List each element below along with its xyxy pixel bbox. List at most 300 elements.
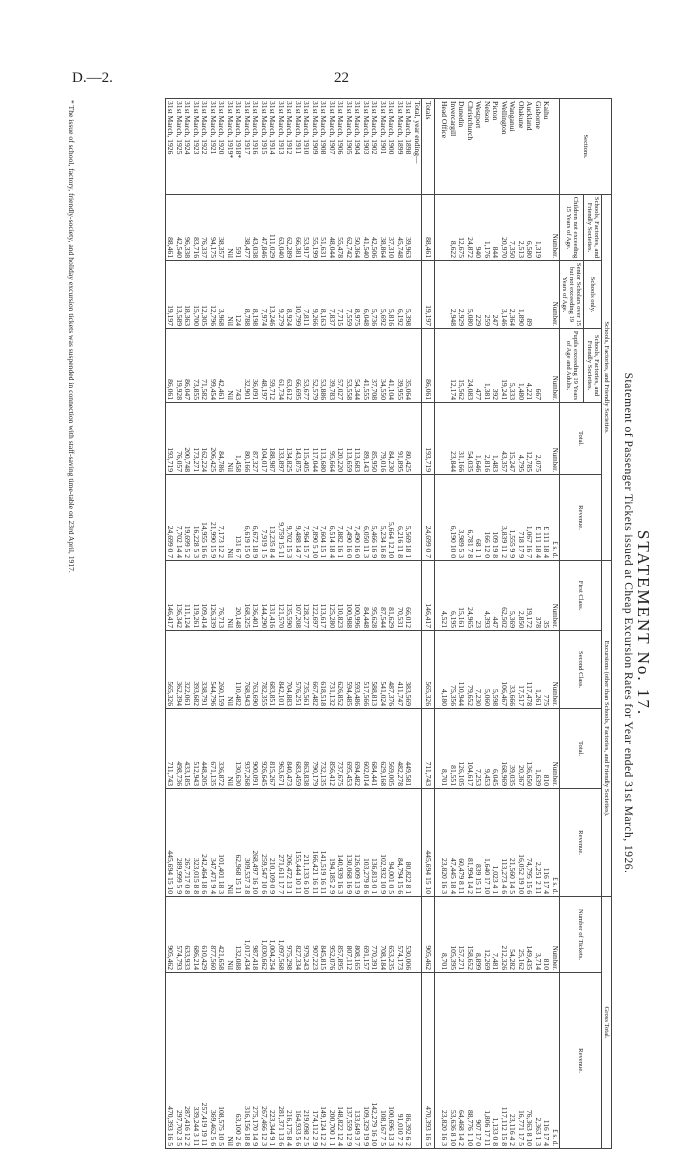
- table-cell: 210,109 0 9: [268, 789, 277, 897]
- year-row: [276, 99, 285, 1149]
- table-cell: 135,590: [285, 561, 294, 631]
- table-cell: 15,247: [508, 403, 517, 475]
- table-cell: 4,180: [440, 631, 449, 709]
- col-first-class: First Class.: [559, 561, 601, 631]
- col-second-class: Second Class.: [559, 631, 601, 709]
- section-row: [542, 99, 551, 1149]
- table-cell: 421,658: [217, 897, 226, 973]
- table-cell: 132,088: [234, 897, 243, 973]
- table-cell: 38,477: [242, 195, 251, 261]
- table-cell: 95,628: [370, 561, 379, 631]
- table-cell: 9,759 15 11: [276, 475, 285, 561]
- table-cell: 448,205: [200, 709, 209, 789]
- table-cell: 667: [533, 329, 542, 403]
- row-label: 31st March, 1898: [404, 99, 413, 195]
- section-row: [491, 99, 500, 1149]
- table-cell: 842,101: [276, 631, 285, 709]
- table-cell: 1,004,254: [268, 897, 277, 973]
- table-cell: 125,280: [327, 561, 336, 631]
- table-cell: 111,124: [183, 561, 192, 631]
- table-cell: 53,558: [344, 329, 353, 403]
- table-cell: 574,173: [395, 897, 404, 973]
- table-cell: 735,561: [302, 631, 311, 709]
- table-cell: 2,850: [516, 561, 525, 631]
- table-cell: 117,112 15 8: [499, 973, 508, 1149]
- table-cell: 482,278: [395, 709, 404, 789]
- table-cell: 1,097,568: [276, 897, 285, 973]
- table-cell: 271,611 17 7: [276, 789, 285, 897]
- table-cell: 31,166: [457, 403, 466, 475]
- table-cell: 5,598: [491, 631, 500, 709]
- table-cell: 1,017,434: [242, 897, 251, 973]
- table-cell: 316,156 18 8: [242, 973, 251, 1149]
- table-cell: 53,677: [302, 329, 311, 403]
- table-cell: 76,363 8 10: [525, 973, 534, 1149]
- table-cell: 119,261: [191, 561, 200, 631]
- table-cell: [542, 261, 551, 329]
- table-cell: 39,035: [508, 709, 517, 789]
- row-label: 31st March, 1908: [319, 99, 328, 195]
- table-cell: 6,216 11 8: [395, 475, 404, 561]
- table-cell: 19,241: [499, 329, 508, 403]
- table-cell: 54,282: [508, 897, 517, 973]
- row-label: 31st March, 1909: [310, 99, 319, 195]
- table-cell: 86,061: [165, 329, 174, 403]
- table-cell: 498,736: [174, 709, 183, 789]
- table-cell: 20,367: [516, 709, 525, 789]
- year-row: [259, 99, 268, 1149]
- table-cell: 8,163: [319, 261, 328, 329]
- row-label: 31st March, 1900: [387, 99, 396, 195]
- table-cell: 79,016: [378, 403, 387, 475]
- table-cell: 686,214: [191, 897, 200, 973]
- table-cell: 76,057: [174, 403, 183, 475]
- table-cell: 4,521: [440, 561, 449, 631]
- table-cell: 7,253: [474, 709, 483, 789]
- table-cell: 39,783: [327, 329, 336, 403]
- table-cell: 76,713: [217, 561, 226, 631]
- row-label: 31st March, 1913: [276, 99, 285, 195]
- table-cell: 66,012: [404, 561, 413, 631]
- row-label: 31st March, 1911: [293, 99, 302, 195]
- row-label: Invercargill: [448, 99, 457, 195]
- table-cell: 907 17 0: [474, 973, 483, 1149]
- row-label: Dunedin: [457, 99, 466, 195]
- table-cell: 62,502: [499, 561, 508, 631]
- table-cell: 136,650: [525, 709, 534, 789]
- table-cell: 60,479 8 11: [457, 789, 466, 897]
- table-cell: 3,839 11 2: [499, 475, 508, 561]
- table-cell: 369,462 5 6: [208, 973, 217, 1149]
- table-cell: 9,279: [276, 261, 285, 329]
- table-cell: 565,326: [421, 631, 435, 709]
- table-cell: 136,401: [251, 561, 260, 631]
- table-cell: 512,943: [191, 709, 200, 789]
- table-cell: 53,917: [302, 195, 311, 261]
- table-cell: 20,970: [499, 195, 508, 261]
- table-cell: 110,944: [457, 631, 466, 709]
- table-cell: 168,325: [242, 561, 251, 631]
- table-cell: 7,811: [302, 261, 311, 329]
- table-cell: 96,338: [183, 195, 192, 261]
- table-cell: 51,631: [319, 195, 328, 261]
- col-pupils-adults: Pupils exceeding 19 Years of Age and Adults.: [559, 329, 584, 403]
- table-cell: 336,872: [217, 709, 226, 789]
- table-cell: 100,696 13 3: [387, 973, 396, 1149]
- year-row: [319, 99, 328, 1149]
- table-cell: 35,064: [404, 329, 413, 403]
- table-cell: Nil: [225, 261, 234, 329]
- table-cell: 216,175 8 4: [285, 973, 294, 1149]
- table-cell: 808,165: [353, 897, 362, 973]
- row-label: Nelson: [482, 99, 491, 195]
- table-cell: 33,666: [508, 631, 517, 709]
- table-cell: 9,702 15 3: [285, 475, 294, 561]
- table-cell: 113,659: [344, 403, 353, 475]
- table-cell: 5,692: [378, 261, 387, 329]
- table-cell: 1,480: [516, 329, 525, 403]
- row-label: 31st March, 1904: [353, 99, 362, 195]
- table-cell: 6,580: [525, 195, 534, 261]
- table-cell: 95,664: [327, 403, 336, 475]
- table-cell: 15,161: [457, 561, 466, 631]
- table-cell: 1,176: [482, 195, 491, 261]
- table-cell: 7,559: [344, 261, 353, 329]
- table-cell: 105,395: [448, 897, 457, 973]
- table-cell: 64,468 14 2: [457, 973, 466, 1149]
- table-cell: 856,412: [327, 709, 336, 789]
- table-cell: 99,454: [208, 329, 217, 403]
- statement-title: STATEMENT No. 17.: [634, 529, 653, 717]
- table-cell: 6,192: [395, 261, 404, 329]
- table-cell: 1,133 0 8: [491, 973, 500, 1149]
- table-cell: 2,363 1 3: [533, 973, 542, 1149]
- table-cell: 113,273 4 6: [499, 789, 508, 897]
- table-cell: 339,244 3 11: [191, 973, 200, 1149]
- table-cell: 6,195: [448, 561, 457, 631]
- table-cell: 275,170 14 9: [251, 973, 260, 1149]
- table-cell: 100,988: [344, 561, 353, 631]
- section-row: [516, 99, 525, 1149]
- table-cell: 12,796: [208, 261, 217, 329]
- table-cell: [542, 195, 551, 261]
- table-cell: 35: [542, 561, 551, 631]
- row-label: Gisborne: [533, 99, 542, 195]
- year-row: [353, 99, 362, 1149]
- table-cell: 653,235: [387, 897, 396, 973]
- table-cell: 5,060: [482, 631, 491, 709]
- table-cell: 6,781 7 8: [465, 475, 474, 561]
- table-cell: 32,901: [242, 329, 251, 403]
- table-cell: 57,027: [336, 329, 345, 403]
- table-cell: 130,630: [234, 709, 243, 789]
- table-cell: 629,168: [378, 709, 387, 789]
- table-cell: 7,890 5 10: [310, 475, 319, 561]
- table-cell: 116 17 4: [542, 973, 551, 1149]
- table-cell: 223,344 9 1: [268, 973, 277, 1149]
- table-cell: 42,540: [174, 195, 183, 261]
- table-cell: 2,929: [457, 261, 466, 329]
- table-cell: 15,562: [457, 329, 466, 403]
- year-row: [378, 99, 387, 1149]
- table-cell: 63,612: [285, 329, 294, 403]
- table-cell: 8,975: [353, 261, 362, 329]
- unit-label: Number.: [550, 709, 559, 789]
- table-cell: 7,882 16 1: [336, 475, 345, 561]
- table-cell: 24,699 0 7: [165, 475, 174, 561]
- table-cell: 3,968: [217, 261, 226, 329]
- year-row: [225, 99, 234, 1149]
- table-cell: 120,220: [336, 403, 345, 475]
- group-schools: Schools, Factories, and Friendly Societies.: [601, 195, 611, 561]
- table-cell: 6,190 10 0: [448, 475, 457, 561]
- table-cell: 162,224: [200, 403, 209, 475]
- table-cell: 5,398: [404, 261, 413, 329]
- table-cell: 9,453: [482, 709, 491, 789]
- row-label: 31st March, 1910: [302, 99, 311, 195]
- table-cell: 695,453: [344, 709, 353, 789]
- table-cell: 6,048: [361, 261, 370, 329]
- table-cell: 130,068 16 9: [344, 789, 353, 897]
- table-cell: 61,734: [276, 329, 285, 403]
- table-cell: 267,466 12 3: [259, 973, 268, 1149]
- table-cell: 43,357: [499, 403, 508, 475]
- row-label: Wanganui: [508, 99, 517, 195]
- table-cell: 14,955 16 6: [200, 475, 209, 561]
- units-row: [550, 99, 559, 1149]
- table-cell: 115,405: [302, 403, 311, 475]
- table-cell: 104,617: [465, 709, 474, 789]
- table-cell: [533, 261, 542, 329]
- table-cell: 987,418: [251, 897, 260, 973]
- table-cell: 109 19 8: [491, 475, 500, 561]
- table-cell: 200,748: [183, 403, 192, 475]
- table-cell: 684,441: [370, 709, 379, 789]
- table-cell: 4,393: [482, 561, 491, 631]
- table-cell: 268,497 16 10: [251, 789, 260, 897]
- table-cell: 229: [474, 261, 483, 329]
- table-cell: [542, 329, 551, 403]
- table-cell: 81,629: [387, 561, 396, 631]
- table-cell: 85,950: [370, 403, 379, 475]
- table-cell: 7,490 16 0: [353, 475, 362, 561]
- table-cell: 133,649 3 7: [353, 973, 362, 1149]
- year-row: [344, 99, 353, 1149]
- table-cell: 63,100 2 6: [234, 973, 243, 1149]
- table-cell: 12,675: [457, 195, 466, 261]
- table-cell: 4,221: [525, 329, 534, 403]
- year-row: [217, 99, 226, 1149]
- section-row: [457, 99, 466, 1149]
- table-cell: 136,342: [174, 561, 183, 631]
- table-cell: 6,045: [491, 709, 500, 789]
- section-row: [533, 99, 542, 1149]
- table-cell: 15,700: [191, 261, 200, 329]
- table-cell: Nil: [225, 329, 234, 403]
- table-cell: 13,246: [268, 261, 277, 329]
- year-row: [302, 99, 311, 1149]
- table-cell: 124: [234, 261, 243, 329]
- table-cell: 4,795: [516, 403, 525, 475]
- section-row: [508, 99, 517, 1149]
- table-cell: 158,652: [465, 897, 474, 973]
- table-cell: 206,472 13 1: [285, 789, 294, 897]
- col-revenue: Revenue.: [559, 475, 601, 561]
- table-cell: 211,133 6 10: [302, 789, 311, 897]
- table-cell: 84,230: [387, 403, 396, 475]
- row-label: 31st March, 1919*: [225, 99, 234, 195]
- table-cell: 23: [474, 561, 483, 631]
- table-cell: 103,279 8 6: [361, 789, 370, 897]
- table-cell: Nil: [225, 195, 234, 261]
- table-cell: 94,001 0 5: [387, 789, 396, 897]
- year-row: [310, 99, 319, 1149]
- table-cell: 39,963: [404, 195, 413, 261]
- table-cell: 470,393 16 5: [421, 973, 435, 1149]
- table-cell: 166 12 0: [482, 475, 491, 561]
- table-cell: 477: [474, 329, 483, 403]
- footnote: * The issue of school, factory, friendly-society, and holiday excursion tickets was suspended in connection with staff-saving time-table on 23rd April, 1917.: [67, 100, 76, 573]
- table-cell: 683,459: [293, 709, 302, 789]
- table-cell: 7,230: [474, 631, 483, 709]
- row-label: 31st March, 1907: [327, 99, 336, 195]
- table-cell: 5,816: [387, 261, 396, 329]
- table-cell: 2,513: [516, 195, 525, 261]
- table-cell: 10,799: [293, 261, 302, 329]
- year-row: [165, 99, 174, 1149]
- table-cell: 694,482: [353, 709, 362, 789]
- statement-subtitle: Statement of Passenger Tickets issued at Cheap Excursion Rates for Year ended 31st March, 1926.: [622, 372, 634, 874]
- table-cell: 126,009 13 9: [353, 789, 362, 897]
- table-cell: 18,363: [183, 261, 192, 329]
- table-cell: 5,369: [508, 561, 517, 631]
- table-cell: 53,886: [319, 329, 328, 403]
- table-cell: 259: [482, 261, 491, 329]
- table-cell: 206,425: [208, 403, 217, 475]
- row-label: 31st March, 1903: [361, 99, 370, 195]
- col-total: Total.: [559, 403, 601, 475]
- table-cell: 839 15 11: [474, 789, 483, 897]
- table-cell: 166,421 16 11: [310, 789, 319, 897]
- table-cell: 610,429: [200, 897, 209, 973]
- table-cell: 111,029: [268, 195, 277, 261]
- table-cell: [440, 261, 449, 329]
- year-caption: Total, year ending—: [412, 99, 421, 195]
- row-label: 31st March, 1901: [378, 99, 387, 195]
- year-row: [361, 99, 370, 1149]
- table-cell: 711,743: [421, 709, 435, 789]
- table-cell: 16,771 17 5: [516, 973, 525, 1149]
- year-row: [242, 99, 251, 1149]
- table-cell: 807,112: [344, 897, 353, 973]
- table-cell: 8,198: [251, 261, 260, 329]
- table-cell: Nil: [225, 561, 234, 631]
- table-cell: 17,517: [516, 631, 525, 709]
- row-label: 31st March, 1914: [268, 99, 277, 195]
- row-label: Wellington: [499, 99, 508, 195]
- table-cell: 101,401 18 3: [217, 789, 226, 897]
- col-children: Children not exceeding 15 Years of Age.: [559, 195, 584, 261]
- table-cell: 445,694 15 10: [165, 789, 174, 897]
- table-cell: 260,159: [217, 631, 226, 709]
- unit-label: Number.: [550, 403, 559, 475]
- year-row: [208, 99, 217, 1149]
- row-label: Westport: [474, 99, 483, 195]
- table-cell: 2,364: [508, 261, 517, 329]
- table-cell: 134,825: [285, 403, 294, 475]
- section-row: [482, 99, 491, 1149]
- table-cell: 242,464 18 6: [200, 789, 209, 897]
- page-number: 22: [334, 70, 349, 86]
- table-cell: 143,875: [293, 403, 302, 475]
- table-cell: 128,277: [302, 561, 311, 631]
- table-cell: 168,969: [499, 709, 508, 789]
- table-cell: 174,112 2 9: [310, 973, 319, 1149]
- row-label: Ohakune: [516, 99, 525, 195]
- table-cell: 21,990 15 9: [208, 475, 217, 561]
- table-cell: 91,010 7 2: [395, 973, 404, 1149]
- table-cell: 12,269: [482, 897, 491, 973]
- unit-label: Number.: [550, 195, 559, 261]
- table-cell: 5,234 16 8: [378, 475, 387, 561]
- table-cell: 6,619 15 0: [242, 475, 251, 561]
- table-cell: 113,617: [319, 561, 328, 631]
- table-cell: 593,486: [353, 631, 362, 709]
- table-cell: 19,197: [421, 261, 435, 329]
- table-cell: 66,381: [293, 195, 302, 261]
- document-reference: D.—2.: [72, 70, 113, 86]
- table-cell: 12,174: [448, 329, 457, 403]
- sub-schools-only: Schools only.: [584, 261, 601, 329]
- table-cell: 19,699 5 2: [183, 475, 192, 561]
- table-cell: 683,851: [268, 631, 277, 709]
- table-cell: 193,719: [421, 403, 435, 475]
- table-cell: 1,023 4 1: [491, 789, 500, 897]
- table-cell: 297,702 3 5: [174, 973, 183, 1149]
- table-cell: 267,717 0 8: [183, 789, 192, 897]
- year-row: [268, 99, 277, 1149]
- table-cell: 1,806 17 11: [482, 973, 491, 1149]
- table-cell: 24,872: [465, 195, 474, 261]
- table-cell: 9,488 14 7: [293, 475, 302, 561]
- table-cell: 287,416 12 2: [183, 973, 192, 1149]
- table-cell: 19,928: [174, 329, 183, 403]
- table-cell: 8,622: [448, 195, 457, 261]
- table-cell: 517,566: [361, 631, 370, 709]
- table-cell: 569,005: [387, 709, 396, 789]
- totals-row: [421, 99, 435, 1149]
- table-cell: Nil: [225, 475, 234, 561]
- table-cell: 53,636 8 10: [448, 973, 457, 1149]
- table-cell: 126,339: [208, 561, 217, 631]
- table-cell: 86,061: [421, 329, 435, 403]
- rotated-statement: [58, 98, 653, 1148]
- table-cell: 62,968 15 11: [234, 789, 243, 897]
- table-cell: 289,999 5 9: [174, 789, 183, 897]
- table-cell: 530,006: [404, 897, 413, 973]
- row-label: Head Office: [440, 99, 449, 195]
- table-cell: 7,964 15 7: [302, 475, 311, 561]
- row-label: 31st March, 1899: [395, 99, 404, 195]
- table-cell: 8,899: [474, 897, 483, 973]
- table-cell: 743: [234, 329, 243, 403]
- table-cell: 131,416: [268, 561, 277, 631]
- col-gross-revenue: Revenue.: [559, 973, 601, 1149]
- table-cell: 1,381: [482, 329, 491, 403]
- row-label: 31st March, 1916: [251, 99, 260, 195]
- table-cell: 146,417: [165, 561, 174, 631]
- row-label: 31st March, 1924: [183, 99, 192, 195]
